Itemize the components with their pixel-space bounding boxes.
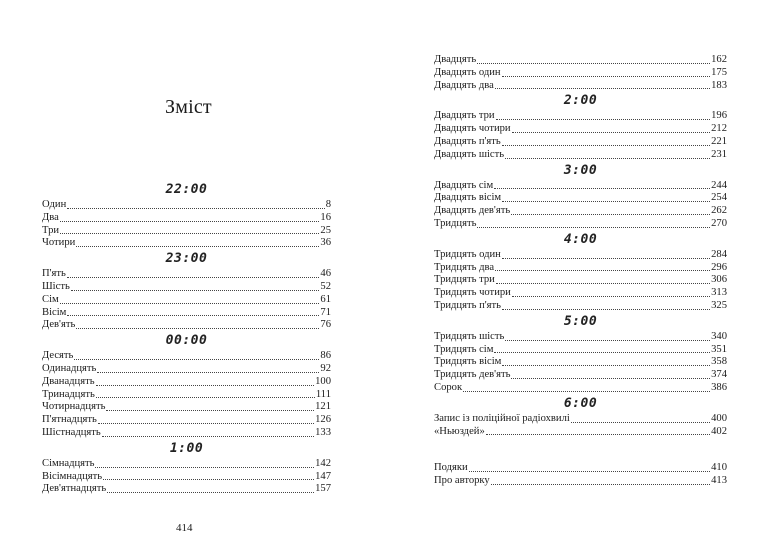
toc-entry-title: Тридцять три	[434, 274, 495, 286]
toc-entry[interactable]	[434, 382, 727, 395]
toc-entry-page: 92	[320, 362, 331, 374]
dot-leader	[95, 467, 314, 468]
dot-leader	[494, 352, 710, 353]
toc-entry-page: 270	[711, 217, 727, 229]
toc-entry-page: 340	[711, 330, 727, 342]
dot-leader	[469, 471, 710, 472]
dot-leader	[477, 227, 710, 228]
dot-leader	[60, 303, 320, 304]
toc-entry-page: 175	[711, 66, 727, 78]
toc-left-column	[42, 181, 331, 496]
toc-right-column	[434, 54, 727, 488]
toc-entry-title: Дев'ять	[42, 319, 76, 331]
dot-leader	[103, 479, 314, 480]
toc-entry-title: Дев'ятнадцять	[42, 483, 107, 495]
toc-entry-title: Три	[42, 224, 60, 236]
page-number: 414	[176, 522, 193, 534]
hour-heading: 4:00	[563, 231, 598, 247]
page-title: Зміст	[165, 96, 212, 118]
toc-entry-page: 196	[711, 110, 727, 122]
toc-entry-title: Двадцять три	[434, 110, 495, 122]
toc-entry-title: Двадцять два	[434, 79, 494, 91]
toc-entry[interactable]	[434, 287, 727, 300]
toc-entry[interactable]	[434, 205, 727, 218]
toc-entry[interactable]	[42, 471, 331, 484]
dot-leader	[505, 158, 710, 159]
dot-leader	[505, 340, 710, 341]
toc-entry[interactable]	[42, 268, 331, 281]
toc-entry-page: 284	[711, 248, 727, 260]
dot-leader	[67, 208, 324, 209]
toc-entry[interactable]	[42, 389, 331, 402]
dot-leader	[71, 290, 320, 291]
dot-leader	[502, 365, 710, 366]
toc-entry-page: 111	[315, 388, 331, 400]
toc-entry[interactable]	[434, 123, 727, 136]
toc-entry-title: Вісімнадцять	[42, 470, 103, 482]
toc-entry[interactable]	[42, 237, 331, 250]
toc-entry-page: 52	[320, 280, 331, 292]
hour-heading: 22:00	[165, 182, 208, 197]
toc-entry[interactable]	[434, 149, 727, 162]
toc-entry-title: Двадцять шість	[434, 148, 505, 160]
toc-entry-title: Тридцять вісім	[434, 356, 502, 368]
toc-entry-title: Тридцять	[434, 217, 477, 229]
toc-entry[interactable]	[42, 363, 331, 376]
toc-entry[interactable]	[42, 376, 331, 389]
dot-leader	[502, 145, 710, 146]
toc-entry-title: Тридцять п'ять	[434, 299, 501, 311]
toc-entry-title: Чотири	[42, 237, 76, 249]
hour-heading: 5:00	[563, 313, 598, 329]
dot-leader	[96, 385, 315, 386]
toc-entry-page: 183	[711, 79, 727, 91]
toc-entry-title: Тридцять дев'ять	[434, 369, 511, 381]
hour-heading: 3:00	[563, 162, 598, 178]
toc-entry-page: 306	[711, 274, 727, 286]
toc-entry-page: 126	[315, 414, 331, 426]
toc-entry[interactable]	[42, 401, 331, 414]
dot-leader	[486, 434, 710, 435]
hour-heading: 2:00	[563, 93, 598, 109]
toc-entry-title: Тридцять сім	[434, 343, 494, 355]
toc-entry-title: «Ньюздей»	[434, 425, 485, 437]
toc-entry[interactable]	[434, 462, 727, 475]
toc-entry-page: 400	[711, 412, 727, 424]
toc-entry-page: 212	[711, 123, 727, 135]
toc-entry[interactable]	[434, 356, 727, 369]
right-page	[387, 0, 774, 557]
toc-entry-title: Шістнадцять	[42, 426, 101, 438]
toc-entry[interactable]	[434, 344, 727, 357]
toc-entry[interactable]	[42, 350, 331, 363]
dot-leader	[491, 484, 710, 485]
toc-entry-page: 100	[315, 375, 331, 387]
toc-entry-page: 76	[320, 319, 331, 331]
toc-entry-page: 374	[711, 369, 727, 381]
dot-leader	[107, 492, 314, 493]
toc-entry-title: Двадцять	[434, 54, 477, 65]
toc-entry-title: Сорок	[434, 381, 463, 393]
dot-leader	[512, 132, 711, 133]
dot-leader	[495, 88, 710, 89]
toc-entry[interactable]	[434, 369, 727, 382]
toc-entry-title: П'ять	[42, 268, 66, 280]
toc-entry-title: Двадцять дев'ять	[434, 205, 511, 217]
toc-entry-title: Сім	[42, 293, 59, 305]
dot-leader	[74, 359, 319, 360]
toc-entry[interactable]	[42, 319, 331, 332]
toc-entry-page: 313	[711, 287, 727, 299]
toc-entry-title: Подяки	[434, 462, 468, 474]
toc-entry-page: 262	[711, 205, 727, 217]
toc-entry[interactable]	[42, 307, 331, 320]
toc-entry-page: 61	[320, 293, 331, 305]
toc-entry-page: 86	[320, 350, 331, 362]
toc-entry[interactable]	[42, 225, 331, 238]
dot-leader	[98, 423, 314, 424]
toc-entry-page: 358	[711, 356, 727, 368]
toc-entry-title: Шість	[42, 280, 70, 292]
dot-leader	[67, 277, 320, 278]
toc-entry-title: Тридцять два	[434, 261, 495, 273]
toc-entry-title: Двадцять один	[434, 66, 501, 78]
toc-entry-title: Двадцять сім	[434, 179, 494, 191]
toc-entry-page: 351	[711, 343, 727, 355]
toc-entry-title: Сімнадцять	[42, 457, 95, 469]
toc-entry-title: Тринадцять	[42, 388, 95, 400]
hour-heading: 00:00	[165, 333, 208, 349]
toc-entry-page: 162	[711, 54, 727, 65]
toc-entry-page: 133	[315, 426, 331, 438]
dot-leader	[76, 246, 319, 247]
dot-leader	[60, 233, 319, 234]
toc-entry-page: 402	[711, 425, 727, 437]
toc-entry[interactable]	[42, 281, 331, 294]
toc-entry-title: Двадцять п'ять	[434, 135, 501, 147]
dot-leader	[67, 315, 319, 316]
dot-leader	[496, 283, 710, 284]
toc-entry-page: 325	[711, 299, 727, 311]
dot-leader	[102, 436, 314, 437]
toc-entry[interactable]	[434, 67, 727, 80]
toc-entry-title: Десять	[42, 350, 74, 362]
hour-heading: 6:00	[563, 395, 598, 411]
toc-entry[interactable]	[42, 427, 331, 440]
dot-leader	[97, 372, 319, 373]
dot-leader	[511, 214, 710, 215]
toc-entry-page: 36	[320, 237, 331, 249]
toc-entry-title: Двадцять чотири	[434, 123, 511, 135]
toc-entry[interactable]	[434, 413, 727, 426]
dot-leader	[502, 201, 710, 202]
toc-entry[interactable]	[434, 192, 727, 205]
toc-entry-page: 46	[320, 268, 331, 280]
dot-leader	[511, 378, 710, 379]
toc-entry-title: Вісім	[42, 306, 67, 318]
toc-entry-title: Тридцять один	[434, 248, 501, 260]
toc-entry-page: 142	[315, 457, 331, 469]
toc-entry[interactable]	[434, 80, 727, 93]
toc-entry[interactable]	[434, 331, 727, 344]
toc-entry-page: 8	[325, 199, 331, 210]
toc-entry-page: 221	[711, 135, 727, 147]
toc-entry-title: Тридцять чотири	[434, 287, 511, 299]
dot-leader	[477, 63, 710, 64]
toc-entry[interactable]	[434, 136, 727, 149]
toc-entry-page: 244	[711, 179, 727, 191]
toc-entry[interactable]	[434, 300, 727, 313]
toc-entry[interactable]	[42, 458, 331, 471]
dot-leader	[571, 422, 710, 423]
dot-leader	[76, 328, 319, 329]
toc-entry-page: 296	[711, 261, 727, 273]
toc-entry[interactable]	[434, 475, 727, 488]
toc-entry-page: 16	[320, 211, 331, 223]
toc-entry-page: 410	[711, 462, 727, 474]
toc-entry-title: Один	[42, 199, 67, 210]
toc-entry-page: 157	[315, 483, 331, 495]
dot-leader	[494, 188, 710, 189]
toc-entry[interactable]	[434, 54, 727, 67]
toc-entry-page: 386	[711, 381, 727, 393]
toc-entry-title: Два	[42, 211, 59, 223]
dot-leader	[495, 270, 710, 271]
dot-leader	[96, 397, 315, 398]
toc-entry-page: 231	[711, 148, 727, 160]
toc-entry-title: П'ятнадцять	[42, 414, 97, 426]
toc-entry-page: 413	[711, 475, 727, 487]
dot-leader	[502, 76, 711, 77]
toc-entry-page: 254	[711, 192, 727, 204]
hour-heading: 1:00	[169, 440, 204, 456]
dot-leader	[512, 296, 710, 297]
dot-leader	[60, 221, 320, 222]
dot-leader	[502, 258, 710, 259]
dot-leader	[496, 119, 711, 120]
toc-entry-title: Про авторку	[434, 475, 490, 487]
toc-entry[interactable]	[434, 110, 727, 123]
toc-entry[interactable]	[42, 212, 331, 225]
toc-entry-title: Одинадцять	[42, 362, 97, 374]
toc-entry[interactable]	[42, 414, 331, 427]
toc-entry[interactable]	[434, 180, 727, 193]
toc-entry-title: Тридцять шість	[434, 330, 505, 342]
dot-leader	[106, 410, 314, 411]
dot-leader	[502, 309, 710, 310]
toc-entry[interactable]	[434, 426, 727, 439]
toc-entry-title: Дванадцять	[42, 375, 95, 387]
toc-entry-title: Двадцять вісім	[434, 192, 502, 204]
toc-entry-title: Запис із поліційної радіохвилі	[434, 412, 570, 424]
toc-entry[interactable]	[434, 218, 727, 231]
toc-entry[interactable]	[434, 274, 727, 287]
toc-entry-page: 121	[315, 401, 331, 413]
dot-leader	[463, 391, 710, 392]
toc-entry[interactable]	[42, 294, 331, 307]
toc-entry[interactable]	[434, 262, 727, 275]
toc-entry-title: Чотирнадцять	[42, 401, 106, 413]
toc-entry-page: 25	[320, 224, 331, 236]
toc-entry-page: 147	[315, 470, 331, 482]
toc-entry[interactable]	[42, 483, 331, 496]
hour-heading: 23:00	[165, 251, 208, 267]
spacer	[434, 438, 727, 462]
toc-entry-page: 71	[320, 306, 331, 318]
toc-entry[interactable]	[42, 199, 331, 212]
toc-entry[interactable]	[434, 249, 727, 262]
